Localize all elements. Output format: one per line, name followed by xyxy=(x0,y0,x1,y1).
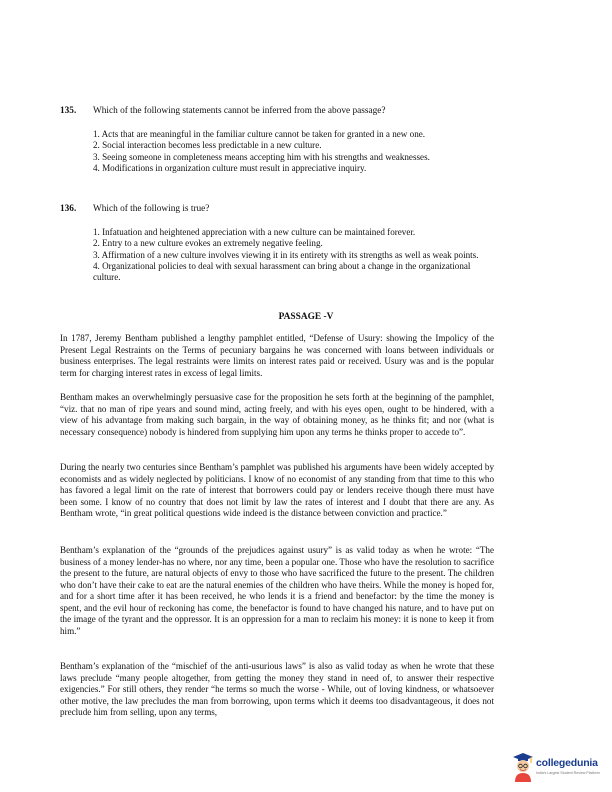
question-text: Which of the following statements cannot be inferred from the above passage? xyxy=(93,106,386,116)
question-text: Which of the following is true? xyxy=(93,204,210,214)
passage-title: PASSAGE -V xyxy=(278,312,334,322)
passage-paragraph: During the nearly two centuries since Bentham’s pamphlet was published his arguments have been widely accepted by economists and as widely neglected by politicians. I know of no economist of any standing from that time to this who has favored a legal limit on the rate of interest that borrowers could pay or lenders receive though there must have been some. I know of no country that does not limit by law the rates of interest and I doubt that there are any. As Bentham wrote, “in great political questions wide indeed is the distance between conviction and practice.” xyxy=(60,462,494,518)
question-number: 135. xyxy=(60,106,77,116)
passage-paragraph: Bentham’s explanation of the “grounds of the prejudices against usury” is as valid today as when he wrote: “The business of a money lender-has no where, nor any time, been a popular one. Those who have the resolution to sacrifice the present to the future, are natural objects of envy to those who have sacrificed the future to the present. The children who don’t have their cake to eat are the natural enemies of the children who have theirs. While the money is hoped for, and for a short time after it has been received, he who lends it is a friend and benefactor: by the time the money is spent, and the evil hour of reckoning has come, the benefactor is found to have changed his nature, and to have put on the image of the tyrant and the oppressor. It is an oppression for a man to reclaim his money: it is none to keep it from him.” xyxy=(60,545,494,636)
collegedunia-logo xyxy=(511,750,611,784)
question-135-options xyxy=(93,129,493,174)
option: 2. Social interaction becomes less predictable in a new culture. xyxy=(93,140,322,151)
option: 3. Affirmation of a new culture involves viewing it in its entirety with its strengths as well as weak points. xyxy=(93,249,479,260)
option: 1. Infatuation and heightened appreciation with a new culture can be maintained forever. xyxy=(93,227,416,237)
passage-paragraph: Bentham makes an overwhelmingly persuasive case for the proposition he sets forth at the beginning of the pamphlet, “viz. that no man of ripe years and sound mind, acting freely, and with his eyes open, ought to be hindered, with a view of his advantage from making such bargain, in the way of obtaining money, as he thinks fit; and nor (what is necessary consequence) nobody is hindered from supplying him upon any terms he thinks proper to accede to”. xyxy=(60,392,494,437)
option: 4. Modifications in organization culture must result in appreciative inquiry. xyxy=(93,162,367,173)
logo-text: collegedunia xyxy=(536,757,598,769)
passage-paragraph: In 1787, Jeremy Bentham published a lengthy pamphlet entitled, “Defense of Usury: showing the Impolicy of the Present Legal Restraints on the Terms of pecuniary bargains he was concerned with loans between individuals or business enterprises. The legal restraints were limits on interest rates paid or received. Usury was and is the popular term for charging interest rates in excess of legal limits. xyxy=(60,333,494,378)
question-136-options xyxy=(93,227,493,283)
student-mascot-icon xyxy=(512,752,534,782)
option: 1. Acts that are meaningful in the familiar culture cannot be taken for granted in a new one. xyxy=(93,129,426,139)
option: 4. Organizational policies to deal with sexual harassment can bring about a change in the organizational culture. xyxy=(93,260,471,283)
question-number: 136. xyxy=(60,204,77,214)
passage-paragraph: Bentham’s explanation of the “mischief of the anti-usurious laws” is also as valid today as when he wrote that these laws preclude “many people altogether, from getting the money they stand in need of, to answer their respective exigencies.” For still others, they render “he terms so much the worse - While, out of loving kindness, or whatsoever other motive, the law precludes the man from borrowing, upon terms which it deems too disadvantageous, it does not preclude him from selling, upon any terms, xyxy=(60,661,494,717)
option: 2. Entry to a new culture evokes an extremely negative feeling. xyxy=(93,238,323,249)
logo-subtext: India's Largest Student Review Platform xyxy=(536,771,600,775)
option: 3. Seeing someone in completeness means accepting him with his strengths and weaknesses. xyxy=(93,151,430,162)
